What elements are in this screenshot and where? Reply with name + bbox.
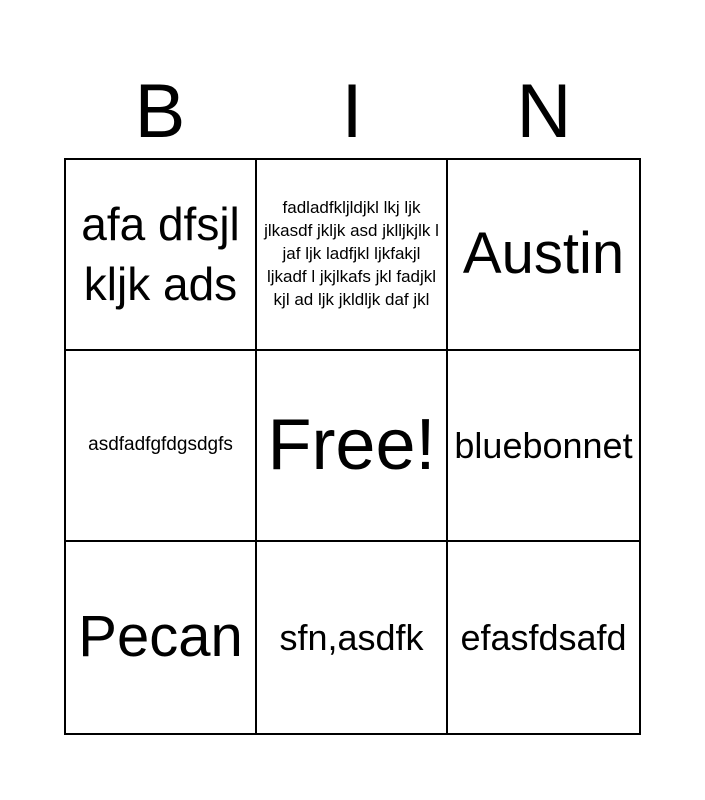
bingo-cell-r1-c3[interactable]: Austin <box>448 160 639 351</box>
bingo-cell-r3-c3[interactable]: efasfdsafd <box>460 616 627 658</box>
header-letter-b: B <box>134 69 186 154</box>
bingo-cell-r1-c1[interactable]: afa dfsjl kljk ads <box>66 160 257 351</box>
bingo-cell-r2-c1[interactable]: asdfadfgfdgsdgfs <box>66 351 257 542</box>
bingo-cell-r1-c2[interactable]: fadladfkljldjkl lkj ljk jlkasdf jkljk asd jklljkjlk l jaf ljk ladfjkl ljkfakjl ljkadf l jkjlkafs jkl fadjkl kjl ad ljk jkldljk daf jkl <box>257 160 448 351</box>
header-letter-n: N <box>516 69 572 154</box>
bingo-header <box>64 66 641 158</box>
bingo-cell-r2-c3[interactable]: bluebonnet <box>448 351 639 542</box>
bingo-card-grid <box>64 158 641 735</box>
free-space-cell[interactable]: Free! <box>257 351 448 542</box>
header-letter-i: I <box>341 69 363 154</box>
bingo-cell-r3-c2[interactable]: sfn,asdfk <box>257 542 448 733</box>
bingo-cell-r3-c1[interactable]: Pecan <box>66 542 257 733</box>
